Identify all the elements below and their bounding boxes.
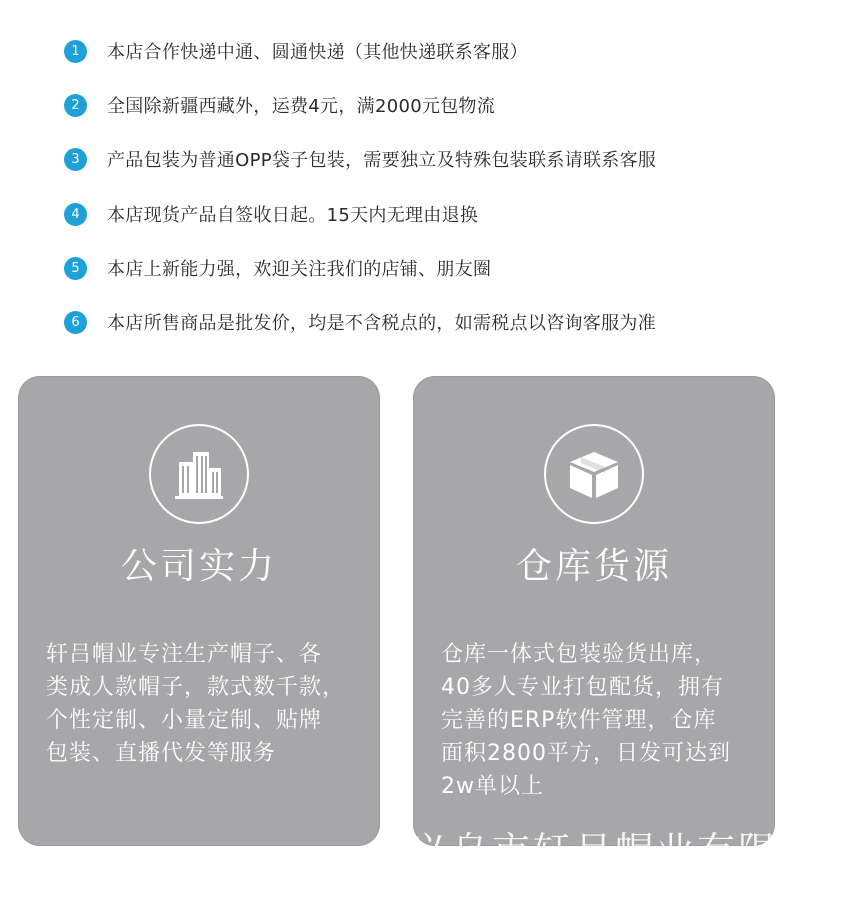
- notice-text: 全国除新疆西藏外，运费4元，满2000元包物流: [107, 96, 496, 117]
- description-line: 仓库一体式包装验货出库，: [441, 642, 718, 667]
- description-line: 面积2800平方，日发可达到: [441, 741, 731, 766]
- number-badge: 3: [64, 148, 87, 171]
- description-line: 轩吕帽业专注生产帽子、各: [46, 642, 323, 667]
- number-badge: 2: [64, 94, 87, 117]
- notice-item-2: [64, 90, 495, 120]
- notice-item-4: [64, 199, 478, 229]
- description-line: 包装、直播代发等服务: [46, 741, 277, 766]
- notice-item-1: [64, 36, 528, 66]
- notice-text: 本店合作快递中通、圆通快递（其他快递联系客服）: [107, 42, 528, 63]
- number-badge: 1: [64, 40, 87, 63]
- description-line: 完善的ERP软件管理，仓库: [441, 708, 717, 733]
- card-title: 仓库货源: [515, 546, 672, 587]
- notice-item-3: [64, 144, 656, 174]
- icon-circle: [544, 424, 644, 524]
- company-strength-card: [18, 376, 380, 846]
- description-line: 类成人款帽子，款式数千款，: [46, 675, 346, 700]
- number-badge: 4: [64, 203, 87, 226]
- building-icon: [171, 446, 227, 502]
- description-line: 2w单以上: [441, 774, 544, 799]
- description-line: 个性定制、小量定制、贴牌: [46, 708, 323, 733]
- card-title: 公司实力: [120, 546, 277, 587]
- notice-list: [0, 0, 790, 360]
- description-line: 40多人专业打包配货，拥有: [441, 675, 724, 700]
- icon-circle: [149, 424, 249, 524]
- number-badge: 5: [64, 257, 87, 280]
- company-watermark: 义乌市轩吕帽业有限公司: [410, 829, 861, 873]
- notice-text: 本店现货产品自签收日起。15天内无理由退换: [107, 205, 479, 226]
- notice-item-5: [64, 253, 491, 283]
- notice-text: 产品包装为普通OPP袋子包装，需要独立及特殊包装联系请联系客服: [107, 150, 657, 171]
- box-icon: [564, 444, 624, 504]
- card-description: [441, 638, 757, 803]
- notice-text: 本店上新能力强，欢迎关注我们的店铺、朋友圈: [107, 259, 492, 280]
- number-badge: 6: [64, 311, 87, 334]
- notice-item-6: [64, 307, 656, 337]
- card-description: [46, 638, 362, 770]
- notice-text: 本店所售商品是批发价，均是不含税点的，如需税点以咨询客服为准: [107, 313, 656, 334]
- warehouse-supply-card: [413, 376, 775, 846]
